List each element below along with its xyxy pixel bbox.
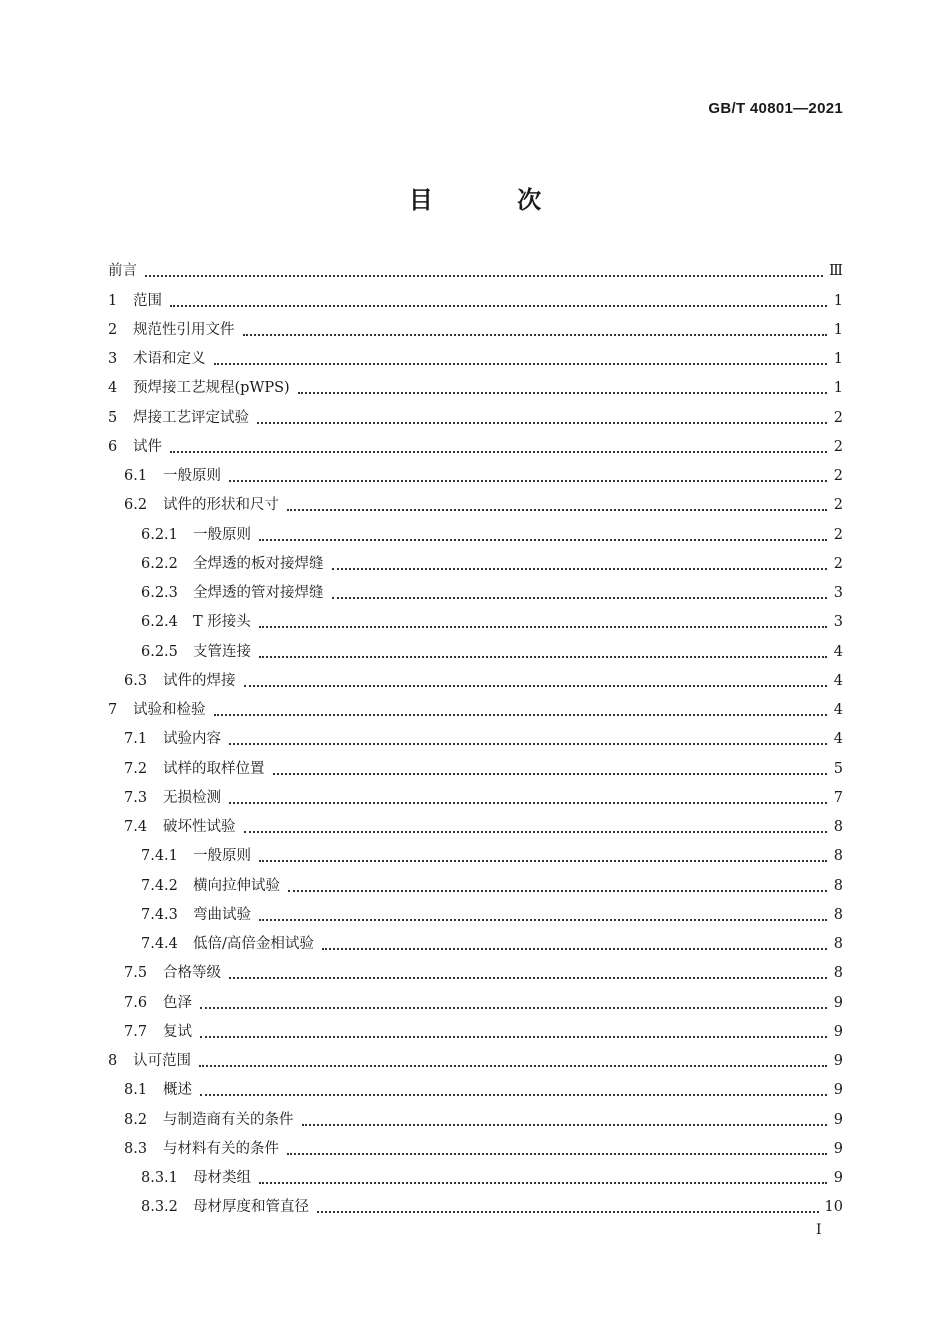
toc-entry-number: 6.3 bbox=[124, 672, 148, 689]
toc-entry-page: 8 bbox=[833, 848, 843, 865]
toc-entry[interactable] bbox=[108, 871, 843, 900]
toc-entry-page: 9 bbox=[833, 994, 843, 1011]
toc-entry-page: 7 bbox=[833, 789, 843, 806]
toc-entry-number: 1 bbox=[108, 292, 118, 309]
toc-entry[interactable] bbox=[108, 316, 843, 345]
dot-leader bbox=[259, 656, 827, 658]
dot-leader bbox=[214, 363, 828, 365]
dot-leader bbox=[229, 743, 827, 745]
toc-entry-number: 2 bbox=[108, 321, 118, 338]
toc-entry-page: 2 bbox=[833, 468, 843, 484]
toc-entry-title: 合格等级 bbox=[163, 965, 221, 982]
toc-entry-title: 前言 bbox=[108, 263, 137, 280]
dot-leader bbox=[322, 948, 827, 950]
toc-entry-page: 2 bbox=[833, 438, 843, 455]
dot-leader bbox=[332, 597, 828, 599]
toc-entry-number: 4 bbox=[108, 380, 118, 397]
toc-entry-title: 一般原则 bbox=[193, 848, 251, 865]
toc-entry-number: 7.4.3 bbox=[141, 906, 178, 923]
toc-entry-page: 2 bbox=[833, 409, 843, 426]
toc-entry-title: 复试 bbox=[163, 1023, 192, 1040]
toc-entry[interactable] bbox=[108, 1018, 843, 1047]
toc-entry[interactable] bbox=[108, 257, 843, 286]
page-title: 目 次 bbox=[408, 186, 580, 214]
toc-entry-number: 7.2 bbox=[124, 760, 148, 777]
toc-entry-page: 1 bbox=[833, 292, 843, 309]
dot-leader bbox=[200, 1036, 827, 1038]
toc-entry-number: 8.2 bbox=[124, 1111, 148, 1128]
dot-leader bbox=[302, 1124, 828, 1126]
toc-entry-title: 术语和定义 bbox=[133, 351, 206, 367]
toc-entry[interactable] bbox=[108, 286, 843, 315]
toc-entry-number: 6.2 bbox=[124, 497, 148, 514]
toc-entry-page: 9 bbox=[833, 1111, 843, 1128]
toc-entry-title: 规范性引用文件 bbox=[133, 321, 235, 338]
toc-entry-title: 试件的焊接 bbox=[163, 672, 236, 689]
dot-leader bbox=[244, 831, 828, 833]
toc-entry-title: 试件 bbox=[133, 438, 162, 455]
toc-entry-title: 试样的取样位置 bbox=[163, 760, 265, 777]
toc-entry-title: 无损检测 bbox=[163, 789, 221, 806]
toc-entry-number: 7.5 bbox=[124, 965, 148, 982]
dot-leader bbox=[229, 977, 827, 979]
toc-entry-page: 9 bbox=[833, 1053, 843, 1069]
toc-entry-title: 全焊透的管对接焊缝 bbox=[193, 585, 324, 601]
toc-entry-title: 认可范围 bbox=[133, 1053, 191, 1069]
toc-entry[interactable] bbox=[108, 374, 843, 403]
dot-leader bbox=[332, 568, 828, 570]
toc-entry-page: 8 bbox=[833, 877, 843, 894]
toc-entry-page: 2 bbox=[833, 555, 843, 572]
toc-entry-number: 7.3 bbox=[124, 789, 148, 806]
toc-entry-number: 3 bbox=[108, 351, 118, 367]
toc-entry-page: 2 bbox=[833, 497, 843, 514]
toc-entry-number: 7 bbox=[108, 702, 118, 718]
toc-entry[interactable] bbox=[108, 520, 843, 549]
toc-entry-page: 8 bbox=[833, 819, 843, 835]
toc-entry-page: 3 bbox=[833, 614, 843, 631]
toc-entry-title: 母材厚度和管直径 bbox=[193, 1199, 309, 1216]
toc-entry[interactable] bbox=[108, 403, 843, 432]
toc-entry[interactable] bbox=[108, 930, 843, 959]
toc-entry-number: 7.4.1 bbox=[141, 848, 178, 865]
toc-entry[interactable] bbox=[108, 988, 843, 1017]
toc-entry-page: 8 bbox=[833, 906, 843, 923]
toc-entry[interactable] bbox=[108, 345, 843, 374]
toc-entry-page: 8 bbox=[833, 936, 843, 952]
dot-leader bbox=[170, 451, 827, 453]
toc-entry-number: 6 bbox=[108, 438, 118, 455]
toc-entry-title: T 形接头 bbox=[193, 614, 251, 631]
dot-leader bbox=[200, 1007, 827, 1009]
toc-entry[interactable] bbox=[108, 462, 843, 491]
dot-leader bbox=[317, 1211, 819, 1213]
toc-entry-title: 色泽 bbox=[163, 994, 192, 1011]
toc-entry-number: 7.4.4 bbox=[141, 936, 178, 952]
toc-entry-page: 4 bbox=[833, 672, 843, 689]
toc-entry-number: 6.1 bbox=[124, 468, 148, 484]
toc-entry-number: 6.2.5 bbox=[141, 643, 178, 660]
toc-entry[interactable] bbox=[108, 784, 843, 813]
dot-leader bbox=[243, 334, 828, 336]
toc-entry-number: 5 bbox=[108, 409, 118, 426]
dot-leader bbox=[259, 1182, 827, 1184]
toc-entry-number: 7.7 bbox=[124, 1023, 148, 1040]
toc-entry[interactable] bbox=[108, 754, 843, 783]
dot-leader bbox=[298, 392, 827, 394]
toc-entry-title: 横向拉伸试验 bbox=[193, 877, 280, 894]
toc-entry-title: 预焊接工艺规程(pWPS) bbox=[133, 380, 290, 397]
toc-entry-page: 9 bbox=[833, 1023, 843, 1040]
dot-leader bbox=[287, 509, 827, 511]
toc-entry[interactable] bbox=[108, 1047, 843, 1076]
toc-entry-number: 8.3.2 bbox=[141, 1199, 178, 1216]
toc-entry[interactable] bbox=[108, 608, 843, 637]
toc-entry-page: 5 bbox=[833, 760, 843, 777]
dot-leader bbox=[214, 714, 828, 716]
toc-entry-title: 与材料有关的条件 bbox=[163, 1140, 279, 1157]
toc-entry-page: 10 bbox=[824, 1199, 843, 1216]
toc-entry-title: 范围 bbox=[133, 292, 162, 309]
toc-entry-number: 6.2.3 bbox=[141, 585, 178, 601]
toc-entry-number: 6.2.4 bbox=[141, 614, 178, 631]
dot-leader bbox=[257, 422, 827, 424]
toc-entry-title: 破坏性试验 bbox=[163, 819, 236, 835]
toc-entry[interactable] bbox=[108, 901, 843, 930]
toc-entry[interactable] bbox=[108, 959, 843, 988]
toc-entry-number: 7.6 bbox=[124, 994, 148, 1011]
toc-entry-page: 8 bbox=[833, 965, 843, 982]
page-number: I bbox=[816, 1222, 822, 1238]
toc-entry-page: 4 bbox=[833, 643, 843, 660]
toc-entry-title: 弯曲试验 bbox=[193, 906, 251, 923]
dot-leader bbox=[199, 1065, 827, 1067]
toc-entry[interactable] bbox=[108, 842, 843, 871]
toc-entry-number: 6.2.2 bbox=[141, 555, 178, 572]
dot-leader bbox=[244, 685, 828, 687]
toc-entry-page: 1 bbox=[833, 380, 843, 397]
toc-entry-title: 试件的形状和尺寸 bbox=[163, 497, 279, 514]
toc-entry-title: 试验内容 bbox=[163, 731, 221, 748]
toc-entry-page: 9 bbox=[833, 1140, 843, 1157]
dot-leader bbox=[200, 1094, 827, 1096]
dot-leader bbox=[259, 626, 827, 628]
toc-entry[interactable] bbox=[108, 637, 843, 666]
toc-entry-title: 一般原则 bbox=[193, 526, 251, 543]
dot-leader bbox=[288, 890, 827, 892]
toc-entry[interactable] bbox=[108, 1105, 843, 1134]
toc-entry[interactable] bbox=[108, 1135, 843, 1164]
standard-code: GB/T 40801—2021 bbox=[708, 100, 843, 117]
toc-entry-page: 2 bbox=[833, 526, 843, 543]
toc-entry[interactable] bbox=[108, 667, 843, 696]
toc-entry-title: 全焊透的板对接焊缝 bbox=[193, 555, 324, 572]
dot-leader bbox=[259, 919, 827, 921]
dot-leader bbox=[273, 773, 828, 775]
dot-leader bbox=[229, 802, 827, 804]
toc-entry[interactable] bbox=[108, 550, 843, 579]
dot-leader bbox=[229, 480, 827, 482]
toc-entry-number: 8.3.1 bbox=[141, 1170, 178, 1186]
toc-entry-title: 概述 bbox=[163, 1082, 192, 1099]
toc-entry-title: 支管连接 bbox=[193, 643, 251, 660]
toc-entry[interactable] bbox=[108, 725, 843, 754]
toc-entry-page: 1 bbox=[833, 351, 843, 367]
toc-entry-number: 7.4.2 bbox=[141, 877, 178, 894]
toc-entry-page: 4 bbox=[833, 731, 843, 748]
toc-entry-title: 焊接工艺评定试验 bbox=[133, 409, 249, 426]
toc-entry-page: 9 bbox=[833, 1082, 843, 1099]
toc-entry-page: 9 bbox=[833, 1170, 843, 1186]
dot-leader bbox=[259, 860, 827, 862]
toc-entry-page: 3 bbox=[833, 585, 843, 601]
toc-entry[interactable] bbox=[108, 696, 843, 725]
toc-entry-title: 母材类组 bbox=[193, 1170, 251, 1186]
dot-leader bbox=[259, 539, 827, 541]
toc-entry-number: 8.3 bbox=[124, 1140, 148, 1157]
toc-entry-page: 1 bbox=[833, 321, 843, 338]
toc-entry-title: 试验和检验 bbox=[133, 702, 206, 718]
toc-entry-number: 6.2.1 bbox=[141, 526, 178, 543]
toc-entry-page: 4 bbox=[833, 702, 843, 718]
toc-entry-number: 8 bbox=[108, 1053, 118, 1069]
toc-entry[interactable] bbox=[108, 1164, 843, 1193]
toc-entry-title: 与制造商有关的条件 bbox=[163, 1111, 294, 1128]
dot-leader bbox=[170, 305, 827, 307]
toc-entry-title: 一般原则 bbox=[163, 468, 221, 484]
dot-leader bbox=[145, 275, 823, 277]
toc-entry[interactable] bbox=[108, 491, 843, 520]
toc-entry[interactable] bbox=[108, 1193, 843, 1222]
toc-entry-number: 7.1 bbox=[124, 731, 148, 748]
toc-entry[interactable] bbox=[108, 1076, 843, 1105]
dot-leader bbox=[287, 1153, 827, 1155]
toc-entry-number: 7.4 bbox=[124, 819, 148, 835]
toc-entry[interactable] bbox=[108, 813, 843, 842]
toc-entry[interactable] bbox=[108, 579, 843, 608]
toc-entry-page: Ⅲ bbox=[829, 263, 843, 280]
toc-entry[interactable] bbox=[108, 433, 843, 462]
toc-entry-title: 低倍/高倍金相试验 bbox=[193, 936, 314, 952]
table-of-contents bbox=[108, 257, 843, 1222]
toc-entry-number: 8.1 bbox=[124, 1082, 148, 1099]
